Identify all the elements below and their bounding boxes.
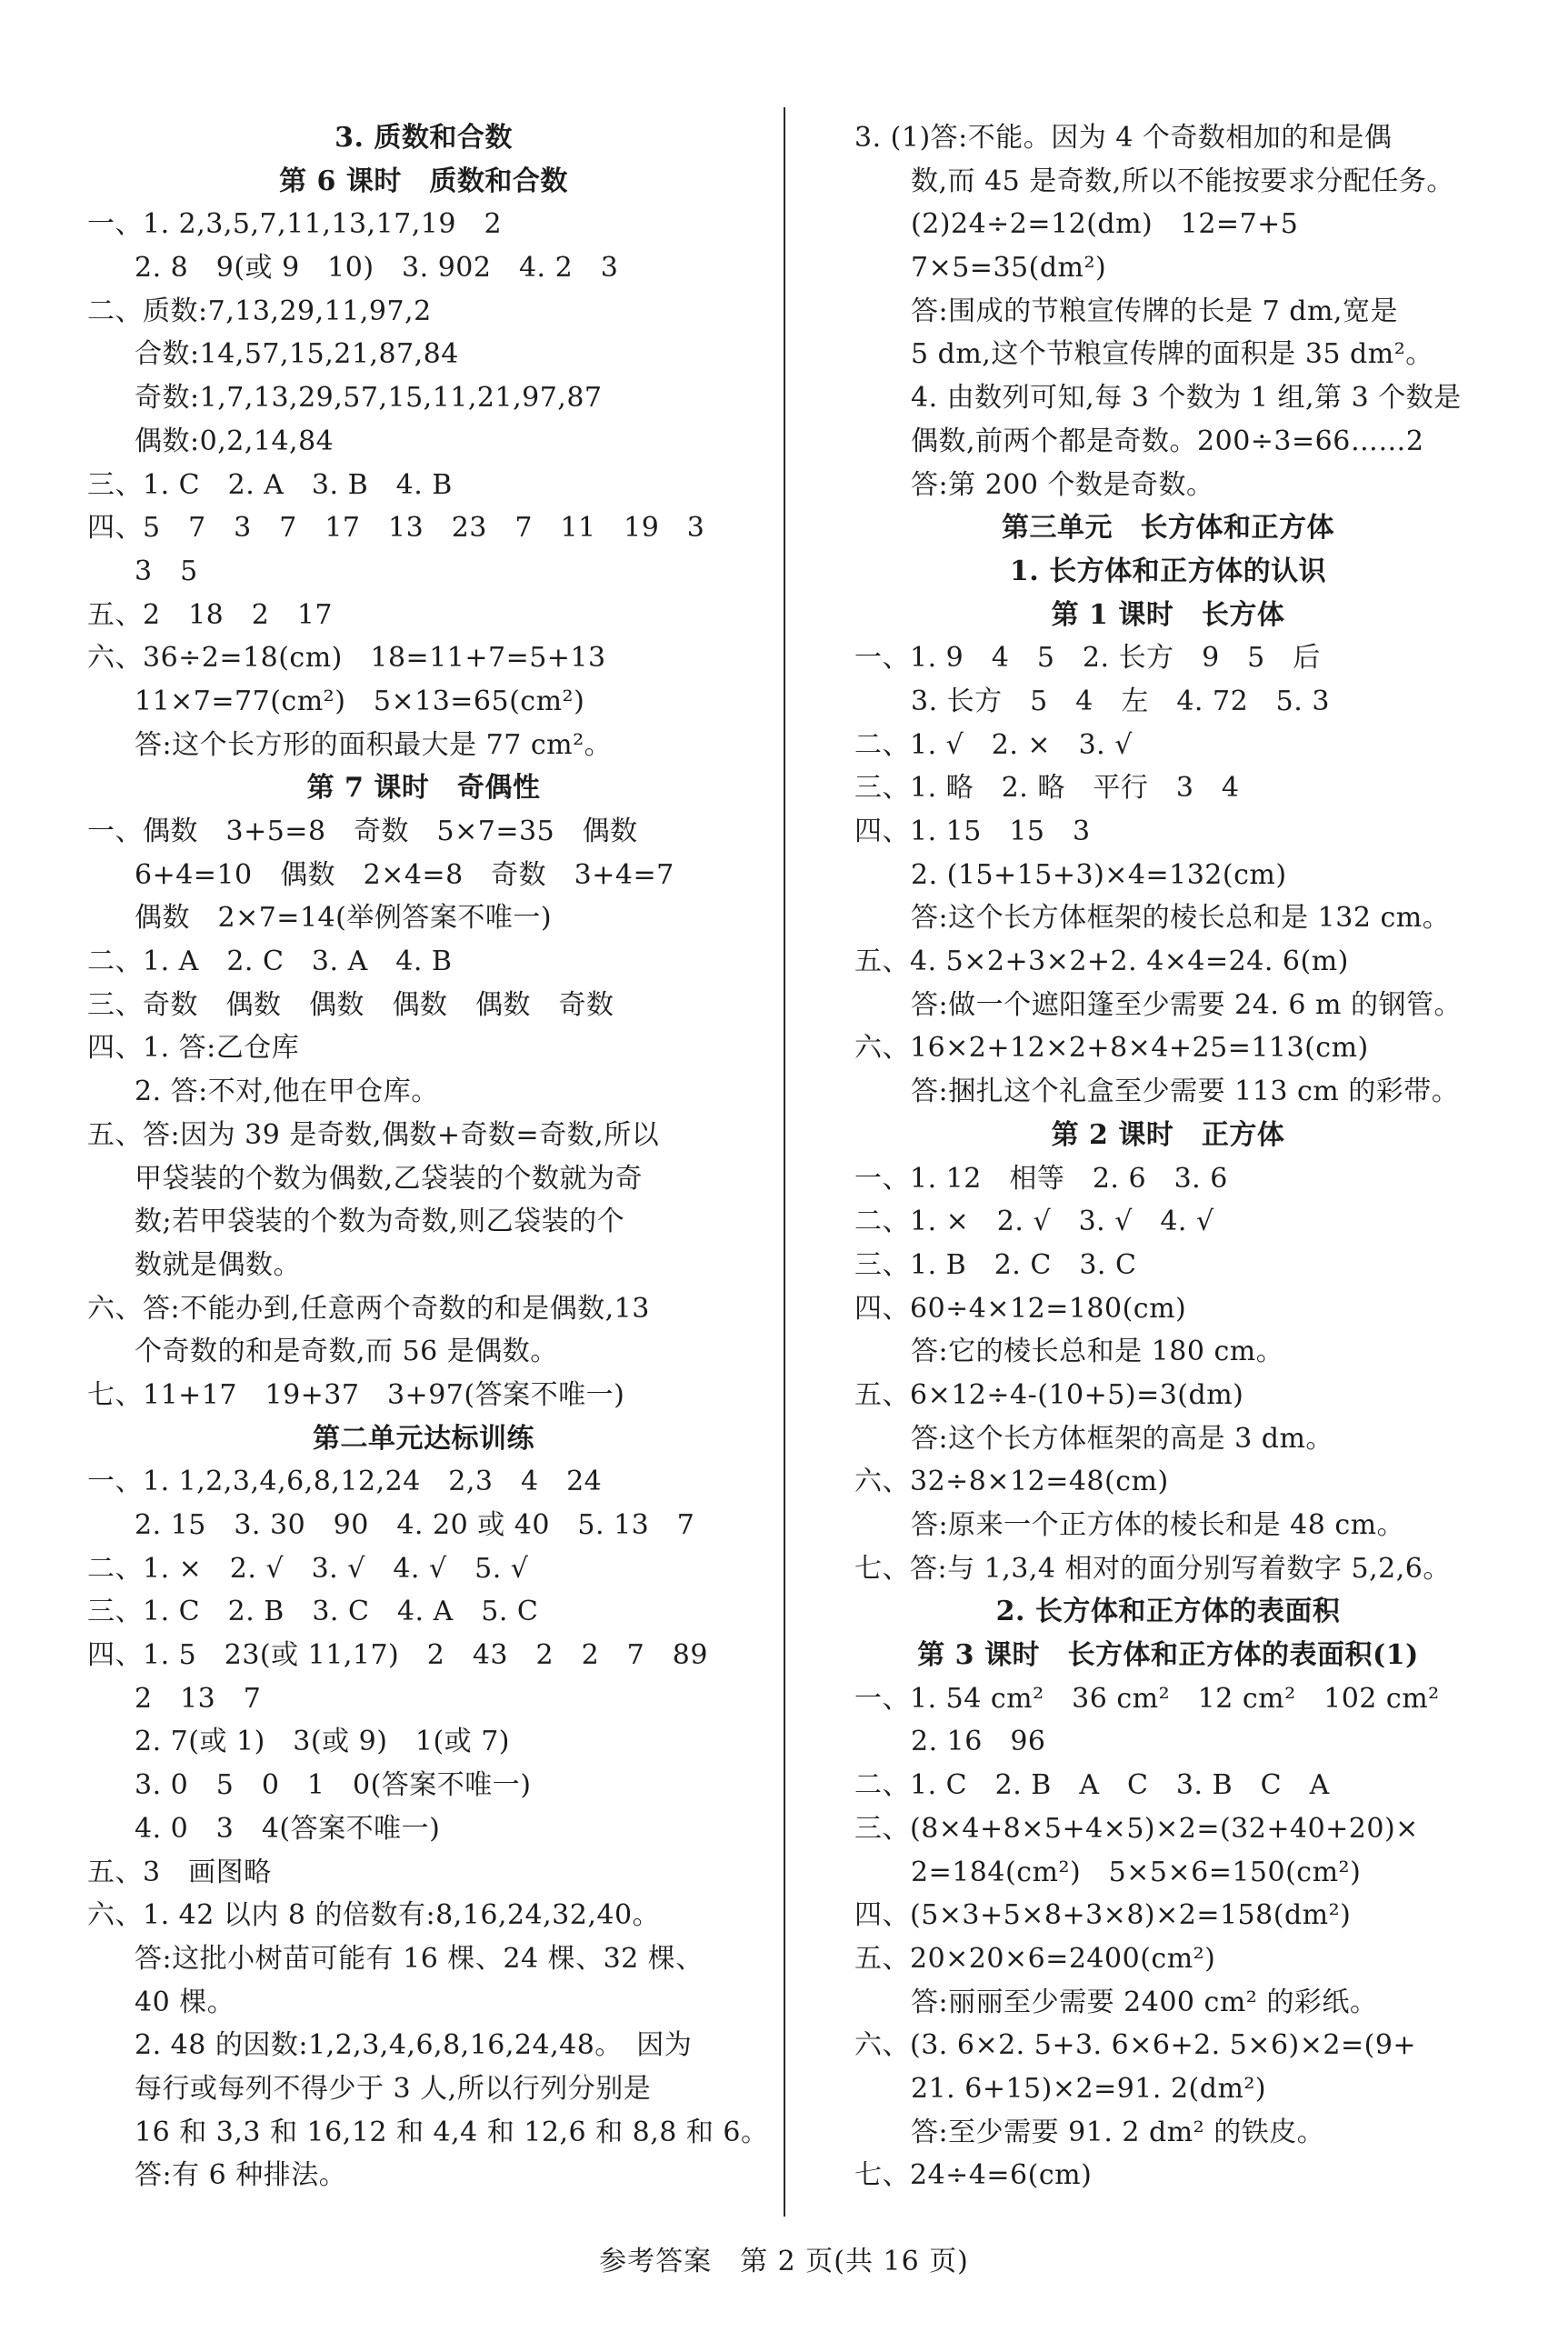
page-footer: 参考答案 第 2 页(共 16 页) — [599, 2246, 969, 2277]
answer-line: 一、1. 2,3,5,7,11,13,17,19 2 — [87, 208, 503, 241]
answer-line: 六、答:不能办到,任意两个奇数的和是偶数,13 — [87, 1292, 650, 1325]
answer-line: 答:它的棱长总和是 180 cm。 — [911, 1336, 1284, 1368]
answer-line: 五、4. 5×2+3×2+2. 4×4=24. 6(m) — [854, 946, 1349, 978]
right-column — [854, 116, 1482, 2197]
answer-line: 每行或每列不得少于 3 人,所以行列分别是 — [135, 2072, 652, 2105]
answer-line: 答:这批小树苗可能有 16 棵、24 棵、32 棵、 — [135, 1942, 704, 1975]
answer-line: 甲袋装的个数为偶数,乙袋装的个数就为奇 — [135, 1162, 644, 1195]
answer-line: 3. 0 5 0 1 0(答案不唯一) — [135, 1769, 532, 1802]
answer-line: 二、1. C 2. B A C 3. B C A — [854, 1769, 1330, 1802]
answer-line: 6+4=10 偶数 2×4=8 奇数 3+4=7 — [135, 858, 674, 891]
section-heading: 第 2 课时 正方体 — [1051, 1118, 1285, 1151]
answer-line: 2 13 7 — [135, 1682, 262, 1715]
answer-line: 3 5 — [135, 555, 198, 587]
left-column — [87, 116, 769, 2197]
section-heading: 第三单元 长方体和正方体 — [1002, 512, 1334, 545]
answer-line: 四、1. 答:乙仓库 — [87, 1032, 300, 1065]
answer-line: 答:第 200 个数是奇数。 — [911, 468, 1214, 501]
answer-line: 一、1. 12 相等 2. 6 3. 6 — [854, 1162, 1228, 1195]
answer-line: 4. 0 3 4(答案不唯一) — [135, 1812, 441, 1845]
answer-line: 四、60÷4×12=180(cm) — [854, 1292, 1187, 1325]
answer-line: 二、1. × 2. √ 3. √ 4. √ — [854, 1206, 1214, 1238]
answer-line: 二、1. √ 2. × 3. √ — [854, 728, 1133, 761]
answer-line: 2. 8 9(或 9 10) 3. 902 4. 2 3 — [135, 252, 619, 285]
answer-line: 六、36÷2=18(cm) 18=11+7=5+13 — [87, 642, 606, 675]
answer-line: (2)24÷2=12(dm) 12=7+5 — [911, 208, 1299, 241]
answer-line: 偶数:0,2,14,84 — [135, 425, 335, 457]
answer-line: 三、1. B 2. C 3. C — [854, 1248, 1137, 1281]
answer-line: 五、答:因为 39 是奇数,偶数+奇数=奇数,所以 — [87, 1118, 660, 1151]
answer-line: 数就是偶数。 — [135, 1248, 301, 1281]
answer-line: 40 棵。 — [135, 1986, 235, 2018]
section-heading: 2. 长方体和正方体的表面积 — [995, 1596, 1341, 1628]
answer-line: 五、6×12÷4-(10+5)=3(dm) — [854, 1378, 1244, 1411]
answer-line: 六、1. 42 以内 8 的倍数有:8,16,24,32,40。 — [87, 1899, 661, 1932]
section-heading: 第二单元达标训练 — [313, 1422, 534, 1455]
answer-line: 二、质数:7,13,29,11,97,2 — [87, 295, 432, 327]
answer-line: 一、偶数 3+5=8 奇数 5×7=35 偶数 — [87, 816, 638, 847]
answer-line: 一、1. 54 cm² 36 cm² 12 cm² 102 cm² — [854, 1682, 1440, 1715]
answer-line: 五、3 画图略 — [87, 1856, 272, 1888]
answer-line: 4. 由数列可知,每 3 个数为 1 组,第 3 个数是 — [911, 382, 1462, 415]
answer-line: 答:围成的节粮宣传牌的长是 7 dm,宽是 — [911, 295, 1398, 327]
answer-line: 2=184(cm²) 5×5×6=150(cm²) — [911, 1856, 1362, 1888]
answer-line: 21. 6+15)×2=91. 2(dm²) — [911, 2072, 1267, 2105]
answer-line: 2. 15 3. 30 90 4. 20 或 40 5. 13 7 — [135, 1509, 695, 1541]
answer-line: 六、32÷8×12=48(cm) — [854, 1466, 1169, 1498]
answer-line: 三、1. C 2. A 3. B 4. B — [87, 468, 453, 501]
answer-line: 三、(8×4+8×5+4×5)×2=(32+40+20)× — [854, 1812, 1419, 1845]
answer-line: 二、1. × 2. √ 3. √ 4. √ 5. √ — [87, 1552, 529, 1585]
section-heading: 第 3 课时 长方体和正方体的表面积(1) — [917, 1639, 1419, 1672]
answer-line: 2. 7(或 1) 3(或 9) 1(或 7) — [135, 1726, 511, 1758]
answer-line: 一、1. 1,2,3,4,6,8,12,24 2,3 4 24 — [87, 1466, 603, 1498]
answer-line: 五、20×20×6=2400(cm²) — [854, 1942, 1216, 1975]
answer-line: 四、1. 15 15 3 — [854, 816, 1091, 847]
answer-line: 7×5=35(dm²) — [911, 252, 1107, 285]
answer-line: 个奇数的和是奇数,而 56 是偶数。 — [135, 1336, 558, 1368]
column-divider — [784, 107, 785, 2217]
answer-line: 16 和 3,3 和 16,12 和 4,4 和 12,6 和 8,8 和 6。 — [135, 2116, 769, 2148]
answer-line: 二、1. A 2. C 3. A 4. B — [87, 946, 453, 978]
answer-line: 答:做一个遮阳篷至少需要 24. 6 m 的钢管。 — [911, 988, 1462, 1021]
answer-line: 答:至少需要 91. 2 dm² 的铁皮。 — [911, 2116, 1325, 2148]
answer-line: 六、16×2+12×2+8×4+25=113(cm) — [854, 1032, 1369, 1065]
answer-line: 偶数 2×7=14(举例答案不唯一) — [135, 902, 553, 935]
answer-line: 一、1. 9 4 5 2. 长方 9 5 后 — [854, 642, 1321, 675]
answer-line: 5 dm,这个节粮宣传牌的面积是 35 dm²。 — [911, 338, 1433, 371]
answer-line: 答:丽丽至少需要 2400 cm² 的彩纸。 — [911, 1986, 1378, 2018]
answer-line: 合数:14,57,15,21,87,84 — [135, 338, 459, 371]
section-heading: 第 6 课时 质数和合数 — [279, 165, 568, 197]
answer-line: 数;若甲袋装的个数为奇数,则乙袋装的个 — [135, 1206, 625, 1238]
answer-line: 3. 长方 5 4 左 4. 72 5. 3 — [911, 685, 1330, 717]
answer-line: 2. (15+15+3)×4=132(cm) — [911, 858, 1287, 891]
answer-line: 五、2 18 2 17 — [87, 598, 334, 631]
answer-line: 六、(3. 6×2. 5+3. 6×6+2. 5×6)×2=(9+ — [854, 2029, 1417, 2062]
answer-line: 四、(5×3+5×8+3×8)×2=158(dm²) — [854, 1899, 1352, 1932]
answer-line: 七、11+17 19+37 3+97(答案不唯一) — [87, 1378, 625, 1411]
answer-line: 三、奇数 偶数 偶数 偶数 偶数 奇数 — [87, 988, 614, 1021]
answer-line: 七、答:与 1,3,4 相对的面分别写着数字 5,2,6。 — [854, 1552, 1451, 1585]
answer-line: 2. 16 96 — [911, 1726, 1046, 1758]
answer-line: 答:这个长方形的面积最大是 77 cm²。 — [135, 728, 613, 761]
answer-line: 偶数,前两个都是奇数。200÷3=66……2 — [911, 425, 1424, 457]
answer-line: 三、1. C 2. B 3. C 4. A 5. C — [87, 1596, 539, 1628]
section-heading: 1. 长方体和正方体的认识 — [1009, 555, 1327, 587]
answer-line: 七、24÷4=6(cm) — [854, 2159, 1093, 2192]
answer-line: 四、5 7 3 7 17 13 23 7 11 19 3 — [87, 512, 705, 545]
section-heading: 3. 质数和合数 — [335, 122, 513, 154]
answer-line: 奇数:1,7,13,29,57,15,11,21,97,87 — [135, 382, 603, 415]
section-heading: 第 7 课时 奇偶性 — [306, 772, 541, 805]
answer-line: 答:捆扎这个礼盒至少需要 113 cm 的彩带。 — [911, 1076, 1460, 1108]
answer-line: 2. 答:不对,他在甲仓库。 — [135, 1076, 439, 1108]
answer-line: 答:这个长方体框架的高是 3 dm。 — [911, 1422, 1333, 1455]
answer-line: 四、1. 5 23(或 11,17) 2 43 2 2 7 89 — [87, 1639, 708, 1672]
answer-line: 答:这个长方体框架的棱长总和是 132 cm。 — [911, 902, 1451, 935]
answer-line: 答:有 6 种排法。 — [135, 2159, 347, 2192]
answer-line: 11×7=77(cm²) 5×13=65(cm²) — [135, 685, 585, 717]
answer-line: 三、1. 略 2. 略 平行 3 4 — [854, 772, 1240, 805]
answer-line: 2. 48 的因数:1,2,3,4,6,8,16,24,48。 因为 — [135, 2029, 693, 2062]
answer-line: 3. (1)答:不能。因为 4 个奇数相加的和是偶 — [854, 122, 1393, 154]
answer-line: 数,而 45 是奇数,所以不能按要求分配任务。 — [911, 165, 1454, 197]
answer-line: 答:原来一个正方体的棱长和是 48 cm。 — [911, 1509, 1405, 1541]
section-heading: 第 1 课时 长方体 — [1051, 598, 1285, 631]
